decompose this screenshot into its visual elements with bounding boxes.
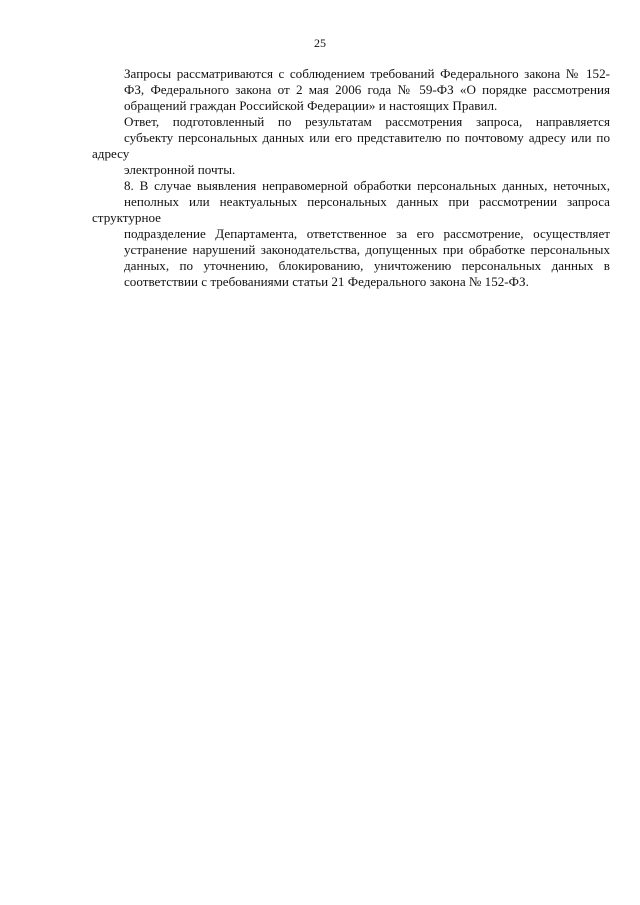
text-line: электронной почты. [124,162,236,177]
paragraph-item-8-unlawful-processing [92,178,610,290]
document-body [92,66,610,290]
text-line: 8. В случае выявления неправомерной обработки персональных данных, неточных, [124,178,610,193]
text-line: неполных или неактуальных персональных данных при рассмотрении запроса структурное [92,194,610,225]
text-line: субъекту персональных данных или его представителю по почтовому адресу или по адресу [92,130,610,161]
text-line: подразделение Департамента, ответственное за его рассмотрение, осуществляет [124,226,610,241]
text-line: ФЗ, Федерального закона от 2 мая 2006 года № 59-ФЗ «О порядке рассмотрения [124,82,610,97]
text-line: Ответ, подготовленный по результатам рассмотрения запроса, направляется [124,114,610,129]
text-line: устранение нарушений законодательства, допущенных при обработке персональных [124,242,610,257]
text-line: соответствии с требованиями статьи 21 Федерального закона № 152-ФЗ. [124,274,529,289]
paragraph-response-delivery [92,114,610,178]
text-line: данных, по уточнению, блокированию, уничтожению персональных данных в [124,258,610,273]
text-line: обращений граждан Российской Федерации» и настоящих Правил. [124,98,498,113]
page-number: 25 [314,36,326,50]
paragraph-requests-compliance [92,66,610,114]
text-line: Запросы рассматриваются с соблюдением требований Федерального закона № 152- [124,66,610,81]
